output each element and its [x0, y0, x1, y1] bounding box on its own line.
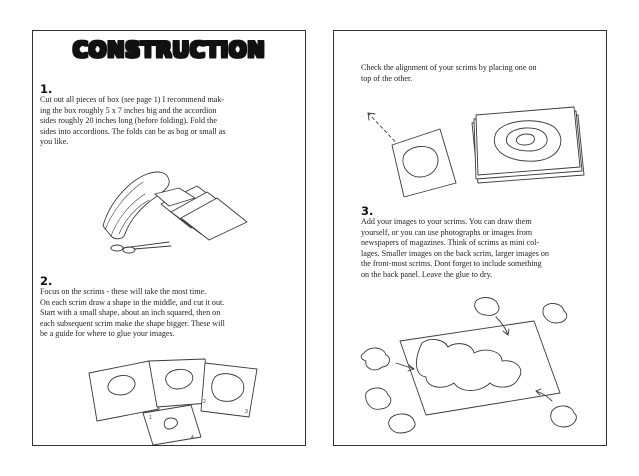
intro-text: Check the alignment of your scrims by placing one on top of the other.	[361, 63, 537, 83]
step-1-text: Cut out all pieces of box (see page 1) I recommend mak- ing the box roughly 5 x 7 inches big and the accordion sides roughly 20 inches long (before folding). Fold the sides into accordions. The folds can be as bog or small as you like.	[40, 95, 226, 147]
scrim-label-1: 1	[149, 415, 152, 421]
page-title: CONSTRUCTION	[72, 38, 266, 62]
step-2-text: Focus on the scrims - these will take the most time. On each scrim draw a shape in the middle, and cut it out. Start with a small shape, about an inch squared, then on each subsequent scrim make the shape bigger. These will be a guide for where to glue your images.	[40, 287, 225, 339]
step-2-number: 2.	[40, 274, 53, 288]
box-pieces-sketch	[99, 164, 259, 254]
step-3-text: Add your images to your scrims. You can draw them yourself, or you can use photographs or images from newspapers of magazines. Think of scrims as mini col- lages. Smaller images on the back scrim, larger images on the front-most scrims. Dont forget to include something on the back panel. Leave the glue to dry.	[361, 217, 549, 279]
scrim-label-4: 4	[191, 435, 194, 441]
scrim-label-3: 3	[245, 409, 248, 415]
step-3-number: 3.	[361, 204, 374, 218]
step-1-number: 1.	[40, 82, 53, 96]
alignment-sketch	[364, 93, 594, 193]
collage-sketch	[356, 293, 586, 438]
left-page	[32, 30, 306, 446]
right-page	[333, 30, 607, 446]
scrims-sketch	[87, 353, 257, 443]
scrim-label-2: 2	[203, 399, 206, 405]
